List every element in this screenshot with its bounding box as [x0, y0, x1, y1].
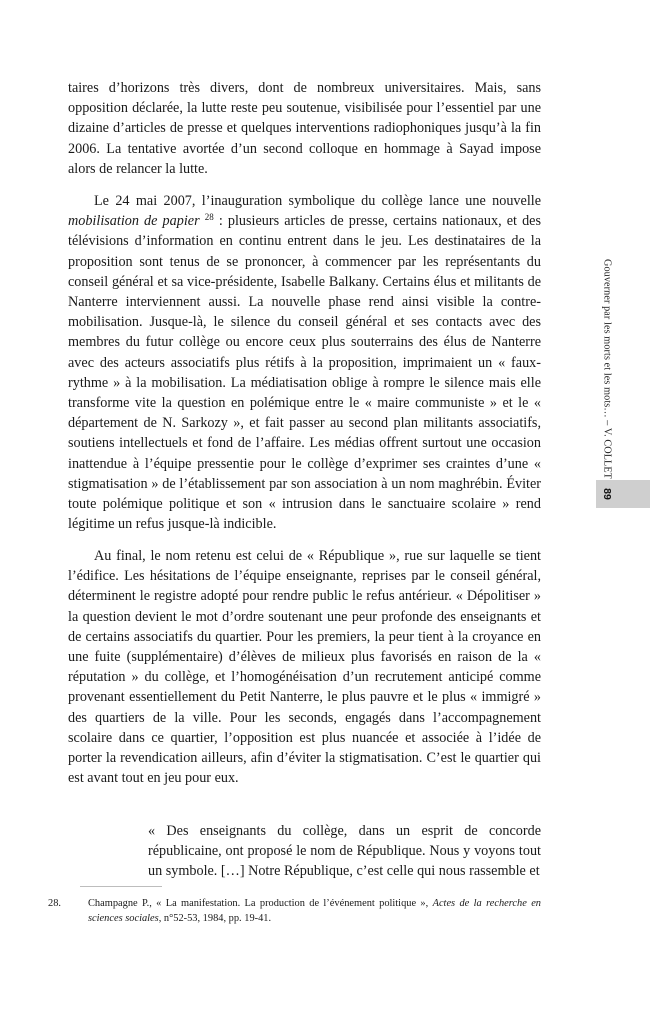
paragraph-2-start: Le 24 mai 2007, l’inauguration symbolique du collège lance une nouvelle	[94, 193, 541, 209]
footnote-number: 28.	[48, 898, 61, 909]
paragraph-1	[68, 78, 541, 179]
running-head	[596, 258, 618, 480]
paragraph-2	[68, 191, 541, 534]
block-quote	[148, 821, 541, 882]
paragraph-2-rest: : plusieurs articles de presse, certains nationaux, et des télévisions d’information en continu entrent dans le jeu. Les destinataires de la proposition sont tenus de se prononcer, à commencer par les représentants du conseil général et sa vice-présidente, Isabelle Balkany. Certains élus et militants de Nanterre interviennent aussi. La nouvelle phase rend ainsi visible la contre-mobilisation. Jusque-là, le silence du conseil général et ses contacts avec des membres du futur collège ou encore ceux plus souterrains des élus de Nanterre avec des acteurs associatifs plus rétifs à la proposition, imprimaient un « faux-rythme » à la mobilisation. La médiatisation oblige à rompre le silence mais elle transforme vite la question en polémique entre le « maire communiste » et le « département de N. Sarkozy », et fait passer au second plan militants associatifs, soutiens intellectuels et fond de l’affaire. Les médias offrent surtout une occasion inattendue à l’équipe pressentie pour le collège d’exprimer ses craintes d’une « stigmatisation » de l’établissement par son association à un nom maghrébin. Éviter toute polémique politique et son « intrusion dans le sanctuaire scolaire » rend légitime un refus jusque-là indicible.	[68, 213, 541, 533]
running-head-text: Gouverner par les morts et les mots… – V. COLLET	[601, 258, 613, 480]
page-number-tab	[596, 480, 650, 508]
paragraph-2-italic: mobilisation de papier	[68, 213, 200, 230]
paragraph-3	[68, 546, 541, 788]
footnote-journal-title: Actes de la recherche en sciences sociales	[88, 898, 541, 924]
footnote-reference[interactable]: 28	[204, 212, 214, 223]
footnote-separator	[80, 886, 162, 887]
footnote	[48, 896, 541, 926]
block-quote-text: « Des enseignants du collège, dans un esprit de concorde républicaine, ont proposé le nom de République. Nous y voyons tout un symbole. […] Notre République, c’est celle qui nous rassemble et	[148, 823, 541, 880]
paragraph-3-text: Au final, le nom retenu est celui de « République », rue sur laquelle se tient l’édifice. Les hésitations de l’équipe enseignante, reprises par le conseil général, déterminent le registre adopté pour rendre public le refus antérieur. « Dépolitiser » la question devient le mot d’ordre soutenant une peur profonde des enseignants et de certains associatifs du quartier. Pour les premiers, la peur tient à la croyance en une fuite (supplémentaire) d’élèves de milieux plus favorisés en raison de la « réputation » du collège, et l’homogénéisation d’un recrutement anticipé comme provenant essentiellement du Petit Nanterre, le plus pauvre et le plus « immigré » des quartiers de la ville. Pour les seconds, engagés dans l’accompagnement scolaire dans ce quartier, l’opposition est plus nuancée et associée à l’idée de porter la revendication ailleurs, afin d’éviter la stigmatisation. C’est le quartier qui est avant tout en jeu pour eux.	[68, 548, 541, 787]
footnote-text-end: , n°52-53, 1984, pp. 19-41.	[158, 913, 272, 924]
footnote-text-start: Champagne P., « La manifestation. La production de l’événement politique »,	[88, 898, 433, 909]
paragraph-1-text: taires d’horizons très divers, dont de nombreux universitaires. Mais, sans opposition déclarée, la lutte reste peu soutenue, visibilisée pour l’essentiel par une dizaine d’articles de presse et quelques interventions radiophoniques jusqu’à la fin 2006. La tentative avortée d’un second colloque en hommage à Sayad impose alors de relancer la lutte.	[68, 80, 541, 177]
page-number: 89	[601, 488, 613, 500]
